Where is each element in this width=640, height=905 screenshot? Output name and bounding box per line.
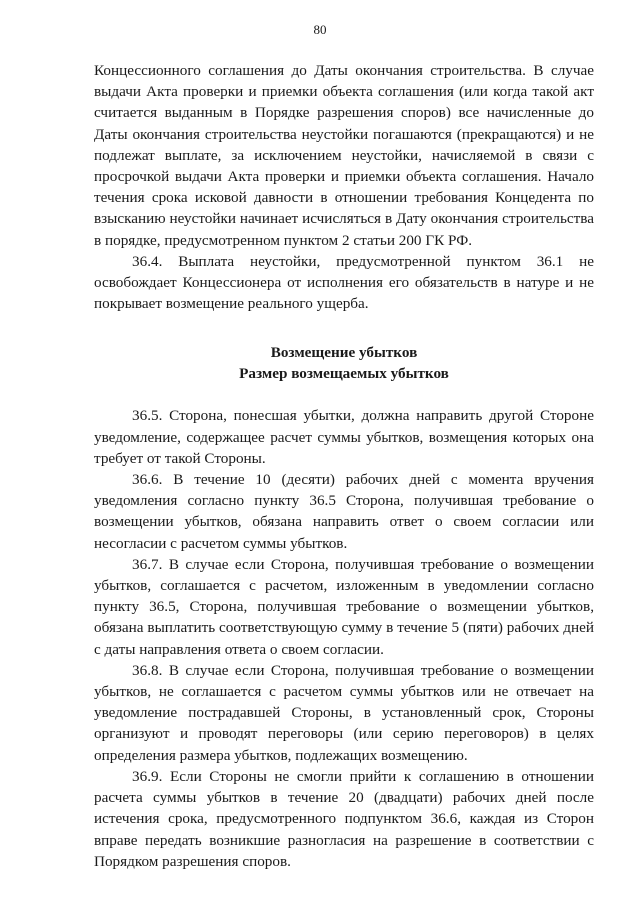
section-subtitle: Размер возмещаемых убытков [239, 365, 449, 383]
paragraph-36-5: 36.5. Сторона, понесшая убытки, должна направить другой Стороне уведомление, содержащее расчет суммы убытков, возмещения которых она требует от такой Стороны. [94, 407, 594, 467]
paragraph-continuation: Концессионного соглашения до Даты окончания строительства. В случае выдачи Акта проверки и приемки объекта соглашения (или когда такой акт считается выданным в Порядке разрешения споров) все начисленные до Даты окончания строительства неустойки погашаются (прекращаются) и не подлежат выплате, за исключением неустойки, начисляемой в связи с просрочкой выдачи Акта проверки и приемки объекта соглашения. Начало течения срока исковой давности в отношении требования Концедента по взысканию неустойки начинает исчисляться в Дату окончания строительства в порядке, предусмотренном пунктом 2 статьи 200 ГК РФ. [94, 62, 594, 249]
section-heading [94, 342, 594, 384]
paragraph-36-4: 36.4. Выплата неустойки, предусмотренной пунктом 36.1 не освобождает Концессионера от исполнения его обязательств в натуре и не покрывает возмещение реального ущерба. [94, 252, 594, 313]
paragraph-36-6: 36.6. В течение 10 (десяти) рабочих дней с момента вручения уведомления согласно пункту 36.5 Сторона, получившая требование о возмещении убытков, обязана направить ответ о своем согласии или несогласии с расчетом суммы убытков. [94, 471, 594, 552]
section-title: Возмещение убытков [270, 344, 418, 362]
page-number: 80 [313, 22, 327, 37]
paragraph-36-9: 36.9. Если Стороны не смогли прийти к соглашению в отношении расчета суммы убытков в течение 20 (двадцати) рабочих дней после истечения срока, предусмотренного подпунктом 36.6, каждая из Сторон вправе передать возникшие разногласия на разрешение в соответствии с Порядком разрешения споров. [94, 767, 594, 870]
paragraph-36-8: 36.8. В случае если Сторона, получившая требование о возмещении убытков, не соглашается с расчетом суммы убытков или не отвечает на уведомление пострадавшей Стороны, в установленный срок, Стороны организуют и проводят переговоры (или серию переговоров) в целях определения размера убытков, подлежащих возмещению. [94, 661, 594, 764]
paragraph-36-7: 36.7. В случае если Сторона, получившая требование о возмещении убытков, соглашается с расчетом, изложенным в уведомлении согласно пункту 36.5, Сторона, получившая требование о возмещении убытков, обязана выплатить соответствующую сумму в течение 5 (пяти) рабочих дней с даты направления ответа о своем согласии. [94, 555, 594, 658]
document-body [94, 60, 594, 872]
